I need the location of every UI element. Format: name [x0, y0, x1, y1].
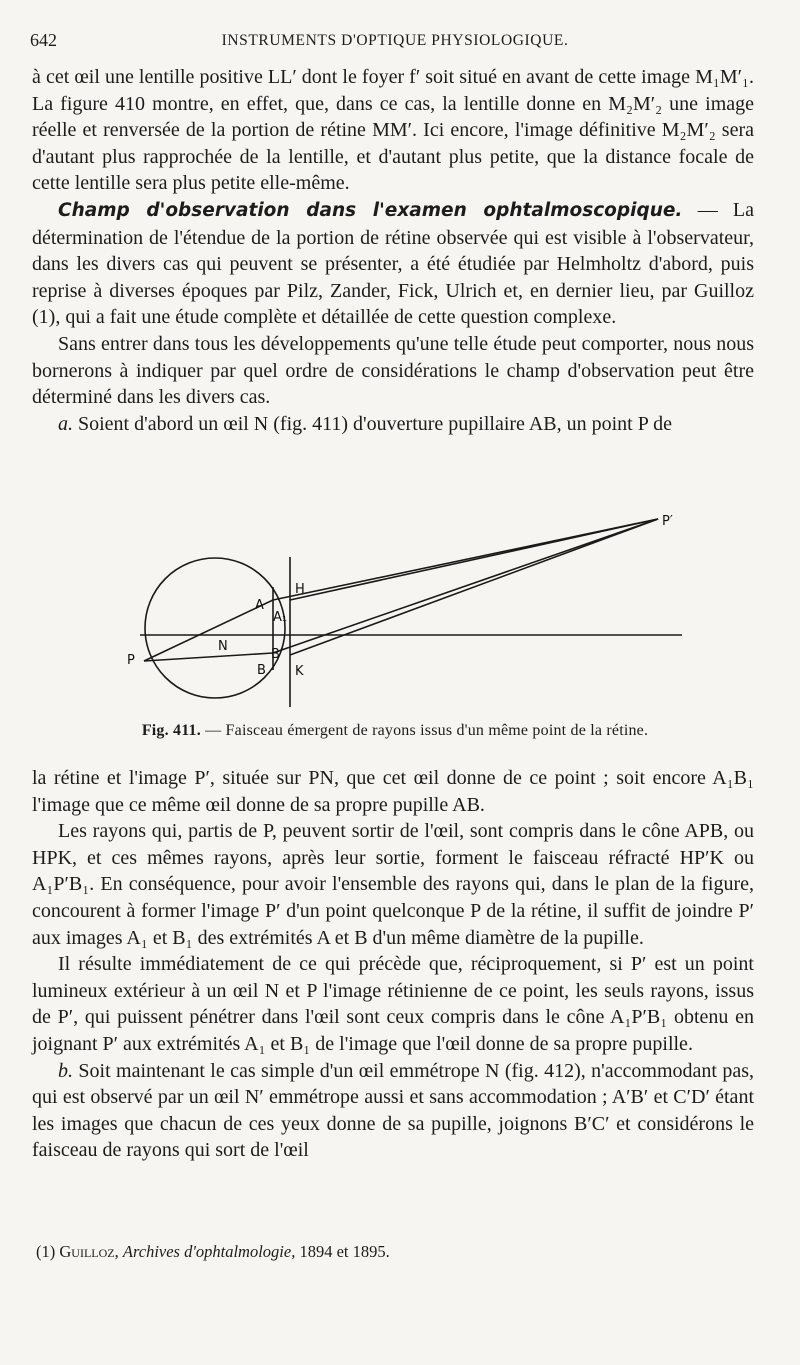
paragraph-sans-entrer: Sans entrer dans tous les développements qu'une telle étude peut comporter, nous nous bornerons à indiquer par quel ordre de considérations le champ d'observation peut être déterminé dans les divers cas. — [32, 332, 754, 409]
figure-411 — [110, 505, 700, 715]
paragraph-b — [32, 1058, 754, 1164]
label-a1: A₁ — [273, 610, 288, 625]
ray-b-to-p-prime — [273, 519, 658, 653]
footnote-author: Guilloz, — [59, 1242, 119, 1261]
paragraph-b-text: Soit maintenant le cas simple d'un œil emmétrope N (fig. 412), n'accommodant pas, qui est observé par un œil N′ emmétrope aussi et sans accommodation ; A′B′ et C′D′ étant les images que chacun de ces yeux donne de sa pupille, joignons B′C′ et considérons le faisceau de rayons qui sort de l'œil — [32, 1059, 754, 1162]
paragraph-retine: la rétine et l'image P′, située sur PN, que cet œil donne de ce point ; soit encore A₁B₁ l'image que ce même œil donne de sa propre pupille AB. — [32, 767, 754, 816]
figure-caption — [40, 722, 750, 740]
paragraph-champ-observation — [32, 197, 754, 331]
figure-411-diagram — [110, 505, 700, 715]
text-block-bottom — [32, 765, 754, 1164]
label-h: H — [295, 582, 305, 597]
section-text: — La détermination de l'étendue de la portion de rétine observée qui est visible à l'observateur, dans les divers cas qui peuvent se présenter, a été étudiée par Helmholtz d'abord, puis reprise à diverses époques par Pilz, Zander, Fick, Ulrich et, en dernier lieu, par Guilloz (1), qui a fait une étude complète et détaillée de cette question complexe. — [32, 198, 755, 329]
caption-text: — Faisceau émergent de rayons issus d'un même point de la rétine. — [200, 722, 649, 739]
label-k: K — [295, 664, 304, 679]
label-p-prime: P′ — [662, 514, 673, 529]
text-block-top — [32, 64, 754, 437]
label-b: B — [257, 663, 266, 678]
label-p: P — [127, 653, 135, 668]
paragraph-il-resulte: Il résulte immédiatement de ce qui précède que, réciproquement, si P′ est un point lumineux extérieur à un œil N et P l'image rétinienne de ce point, les seuls rayons, issus de P′, qui puissent pénétrer dans l'œil sont ceux compris dans le cône A₁P′B₁ obtenu en joignant P′ aux extrémités A₁ et B₁ de l'image que l'œil donne de sa propre pupille. — [32, 953, 754, 1055]
label-a: A — [255, 598, 264, 613]
page-number: 642 — [30, 30, 57, 50]
caption-label: Fig. 411. — [141, 722, 201, 739]
footnote-journal: Archives d'ophtalmologie, — [122, 1242, 296, 1261]
paragraph-continuation: à cet œil une lentille positive LL′ dont le foyer f′ soit situé en avant de cette image M₁M′₁. La figure 410 montre, en effet, que, dans ce cas, la lentille donne en M₂M′₂ une image réelle et renversée de la portion de rétine MM′. Ici encore, l'image définitive M₂M′₂ sera d'autant plus rapprochée de la lentille, et d'autant plus petite, que la distance focale de cette lentille sera plus petite elle-même. — [32, 66, 754, 195]
item-marker-a: a. — [58, 412, 73, 435]
running-head: INSTRUMENTS D'OPTIQUE PHYSIOLOGIQUE. — [221, 32, 569, 49]
ray-p-to-b — [144, 653, 273, 661]
footnote-number: (1) — [36, 1242, 56, 1261]
section-heading: Champ d'observation dans l'examen ophtalmoscopique. — [58, 199, 683, 221]
paragraph-a — [32, 411, 754, 438]
label-n: N — [218, 639, 228, 654]
page-header — [30, 30, 760, 58]
footnote-years: 1894 et 1895. — [299, 1242, 390, 1261]
paragraph-a-text: Soient d'abord un œil N (fig. 411) d'ouverture pupillaire AB, un point P de — [73, 412, 672, 435]
ray-p-to-a — [144, 600, 273, 661]
footnote — [36, 1242, 736, 1262]
paragraph-les-rayons: Les rayons qui, partis de P, peuvent sortir de l'œil, sont compris dans le cône APB, ou HPK, et ces mêmes rayons, après leur sortie, forment le faisceau réfracté HP′K ou A₁P′B₁. En conséquence, pour avoir l'ensemble des rayons qui, dans le plan de la figure, concourent à former l'image P′ d'un point quelconque P de la rétine, il suffit de joindre P′ aux images A₁ et B₁ des extrémités A et B d'un même diamètre de la pupille. — [32, 820, 754, 949]
label-b-prime: B′ — [271, 647, 283, 662]
item-marker-b: b. — [58, 1059, 73, 1082]
